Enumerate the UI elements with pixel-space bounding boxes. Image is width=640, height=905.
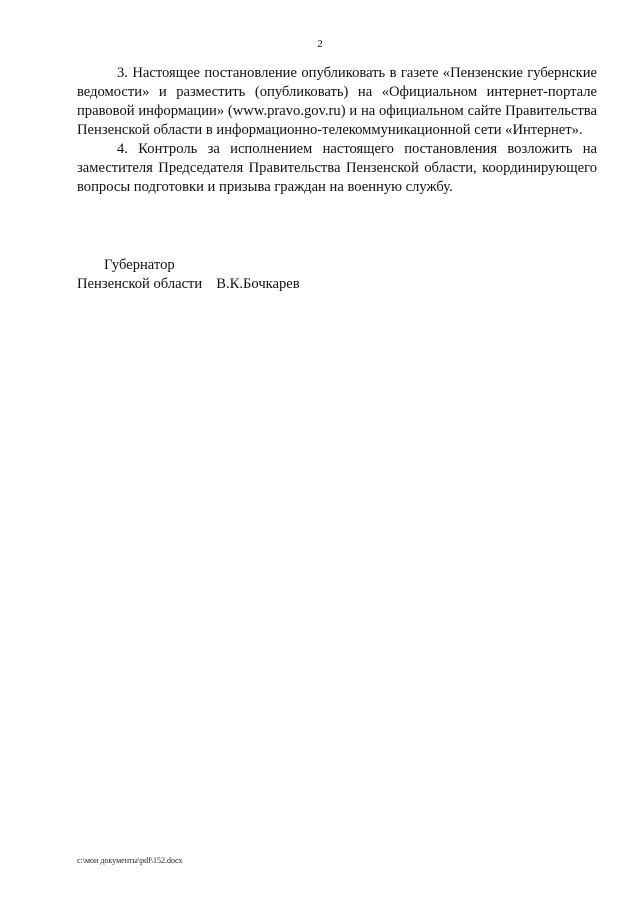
signatory-name: В.К.Бочкарев [216, 276, 300, 292]
signature-title: Губернатор [104, 257, 175, 273]
footer-file-path: c:\мои документы\pdf\152.docx [77, 856, 183, 865]
paragraph-control: 4. Контроль за исполнением настоящего постановления возложить на заместителя Председателя Правительства Пензенской области, координирующего вопросы подготовки и призыва граждан на военную службу. [77, 141, 597, 195]
page-number: 2 [317, 38, 323, 50]
signature-line [77, 275, 477, 294]
paragraph-publication: 3. Настоящее постановление опубликовать в газете «Пензенские губернские ведомости» и разместить (опубликовать) на «Официальном интернет-портале правовой информации» (www.pravo.gov.ru) и на официальном сайте Правительства Пензенской области в информационно-телекоммуникационной сети «Интернет». [77, 65, 597, 138]
signature-region: Пензенской области [77, 276, 203, 292]
document-body [77, 64, 597, 197]
signature-block [77, 256, 477, 294]
